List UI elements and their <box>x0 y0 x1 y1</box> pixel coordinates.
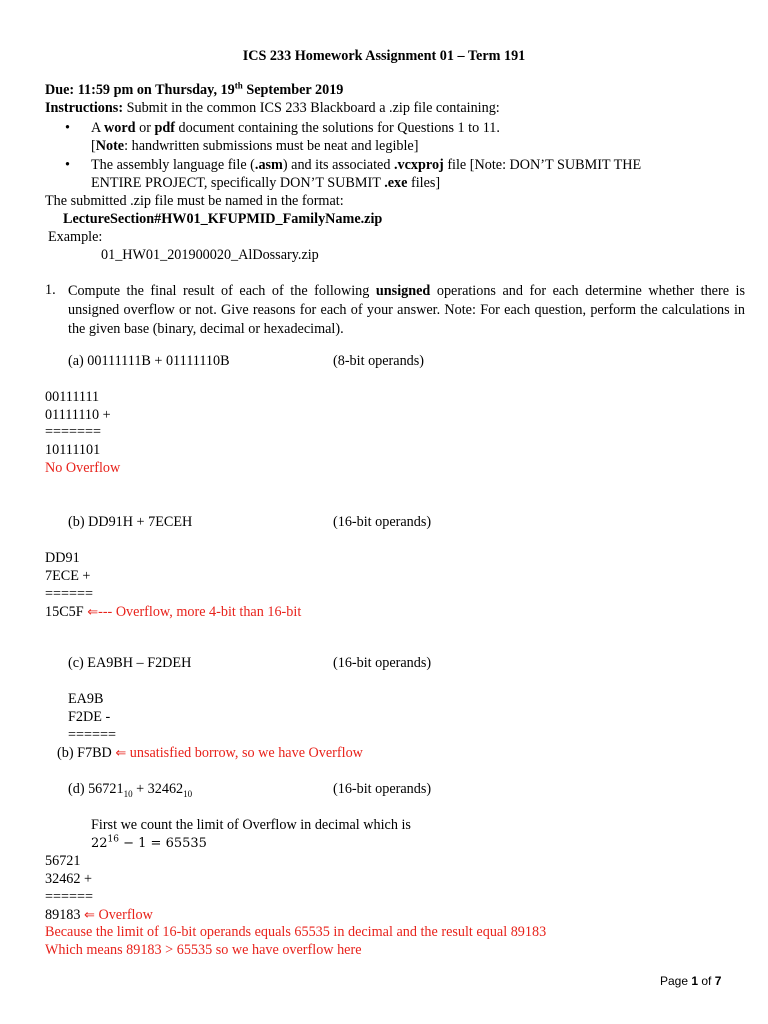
part-d-reason: Which means 89183 > 65535 so we have overflow here <box>45 942 362 958</box>
part-c-operands: (16-bit operands) <box>333 655 432 671</box>
part-d-result: 89183 ⇐ Overflow <box>45 907 153 923</box>
part-c-result: (b) F7BD ⇐ unsatisfied borrow, so we have Overflow <box>57 745 363 761</box>
part-a-answer: No Overflow <box>45 460 121 476</box>
part-b-line: ====== <box>45 586 94 602</box>
part-d-line: 56721 <box>45 853 81 869</box>
page-number: Page 1 of 7 <box>660 974 722 988</box>
part-b-line: DD91 <box>45 550 80 566</box>
zip-instruction: The submitted .zip file must be named in the format: <box>45 193 344 209</box>
zip-format: LectureSection#HW01_KFUPMID_FamilyName.zip <box>63 211 383 227</box>
part-d-line: 32462 + <box>45 871 93 887</box>
part-c-line: EA9B <box>68 691 104 707</box>
part-c-line: ====== <box>68 727 117 743</box>
left-arrow-icon: ⇐ <box>84 908 95 923</box>
question-1-text: Compute the final result of each of the following unsigned operations and for each determine whether there is unsigned overflow or not. Give reasons for each of your answer. Note: For each question, perform the calculations in the given base (binary, decimal or hexadecimal). <box>68 283 745 337</box>
part-d-intro: First we count the limit of Overflow in decimal which is <box>91 817 411 833</box>
part-a-line: 01111110 + <box>45 407 111 423</box>
left-arrow-icon: ⇐ <box>115 746 127 761</box>
part-c-label: (c) EA9BH – F2DEH <box>68 655 192 671</box>
bullet-item-assembly: • The assembly language file (.asm) and its associated .vcxproj file [Note: DON’T SUBMIT THE <box>91 157 641 174</box>
part-d-line: ====== <box>45 889 94 905</box>
bullet-item-document: • A word or pdf document containing the solutions for Questions 1 to 11. <box>91 120 500 137</box>
part-a-line: ======= <box>45 424 102 440</box>
example-label: Example: <box>48 229 103 245</box>
part-b-operands: (16-bit operands) <box>333 514 432 530</box>
part-b-result: 15C5F ⇐--- Overflow, more 4-bit than 16-bit <box>45 604 302 620</box>
bullet-assembly-cont: ENTIRE PROJECT, specifically DON’T SUBMIT .exe files] <box>91 175 441 191</box>
question-number: 1. <box>45 282 56 298</box>
example-filename: 01_HW01_201900020_AlDossary.zip <box>101 247 319 263</box>
due-date: Due: 11:59 pm on Thursday, 19th September 2019 <box>45 80 344 98</box>
part-d-label: (d) $56721_{10} + 32462_{10}$ <box>68 781 193 799</box>
part-b-line: 7ECE + <box>45 568 91 584</box>
part-a-line: 00111111 <box>45 389 100 405</box>
part-d-reason: Because the limit of 16-bit operands equals 65535 in decimal and the result equal 89183 <box>45 924 547 940</box>
part-c-line: F2DE - <box>68 709 111 725</box>
part-d-formula: $22^{16} - 1 = 65535$ <box>91 834 207 851</box>
bullet-note: [Note: handwritten submissions must be neat and legible] <box>91 138 419 154</box>
part-a-result: 10111101 <box>45 442 101 458</box>
part-a-operands: (8-bit operands) <box>333 353 425 369</box>
left-arrow-icon: ⇐ <box>87 605 99 620</box>
page-title: ICS 233 Homework Assignment 01 – Term 191 <box>242 48 526 64</box>
part-d-operands: (16-bit operands) <box>333 781 432 797</box>
part-a-label: (a) 00111111B + 01111110B <box>68 353 230 369</box>
instructions: Instructions: Submit in the common ICS 233 Blackboard a .zip file containing: <box>45 100 500 116</box>
part-b-label: (b) DD91H + 7ECEH <box>68 514 193 530</box>
